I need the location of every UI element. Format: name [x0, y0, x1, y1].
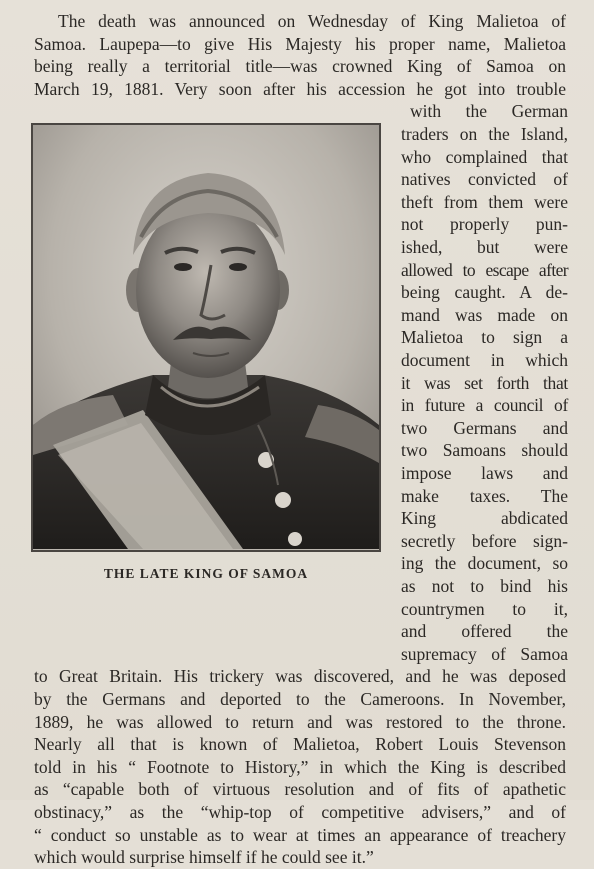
article-line: two Germans and [401, 417, 568, 438]
article-line: “ conduct so unstable as to wear at times an appearance of treachery [34, 824, 566, 845]
article-line: being caught. A de- [401, 282, 568, 303]
article-line: to Great Britain. His trickery was discovered, and he was deposed [34, 666, 566, 687]
article-line: by the Germans and deported to the Cameroons. In November, [34, 689, 566, 709]
article-line: in future a council of [401, 395, 568, 416]
article-line: countrymen to it, [401, 598, 568, 619]
article-line: mand was made on [401, 304, 568, 325]
article-line: traders on the Island, [401, 124, 568, 144]
article-line: Samoa. Laupepa—to give His Majesty his proper name, Malietoa [34, 33, 566, 54]
article-line: told in his “ Footnote to History,” in which the King is described [34, 756, 566, 777]
article-line: King abdicated [401, 508, 568, 529]
article-line: 1889, he was allowed to return and was restored to the throne. [34, 711, 566, 732]
article-line: two Samoans should [401, 440, 568, 461]
article-line: with the German [410, 101, 568, 122]
article-line: ished, but were [401, 237, 568, 257]
article-line: secretly before sign- [401, 530, 568, 551]
article-line: which would surprise himself if he could see it.” [34, 847, 374, 868]
article-line: as not to bind his [401, 576, 568, 596]
article-line: obstinacy,” as the “whip-top of competitive advisers,” and of [34, 802, 566, 822]
article-line: impose laws and [401, 463, 568, 483]
article-line: Nearly all that is known of Malietoa, Robert Louis Stevenson [34, 734, 566, 755]
article-line: not properly pun- [401, 214, 568, 235]
article-line: make taxes. The [401, 485, 568, 506]
article-line: and offered the [401, 621, 568, 642]
article-line: it was set forth that [401, 372, 568, 393]
article-line: as “capable both of virtuous resolution and of fits of apathetic [34, 779, 566, 800]
article-line: The death was announced on Wednesday of King Malietoa of [58, 11, 566, 31]
article-line: March 19, 1881. Very soon after his accession he got into trouble [34, 78, 566, 99]
article-line: who complained that [401, 146, 568, 167]
portrait-engraving [33, 125, 379, 549]
figure-caption: THE LATE KING OF SAMOA [103, 565, 309, 581]
article-line: ing the document, so [401, 553, 568, 574]
article-line: natives convicted of [401, 169, 568, 190]
article-line: document in which [401, 350, 568, 370]
article-line: theft from them were [401, 191, 568, 212]
king-portrait-image [31, 123, 381, 552]
article-line: Malietoa to sign a [401, 327, 568, 348]
article-line: allowed to escape after [401, 259, 568, 280]
article-line: supremacy of Samoa [401, 643, 568, 664]
article-line: being really a territorial title—was crowned King of Samoa on [34, 56, 566, 77]
